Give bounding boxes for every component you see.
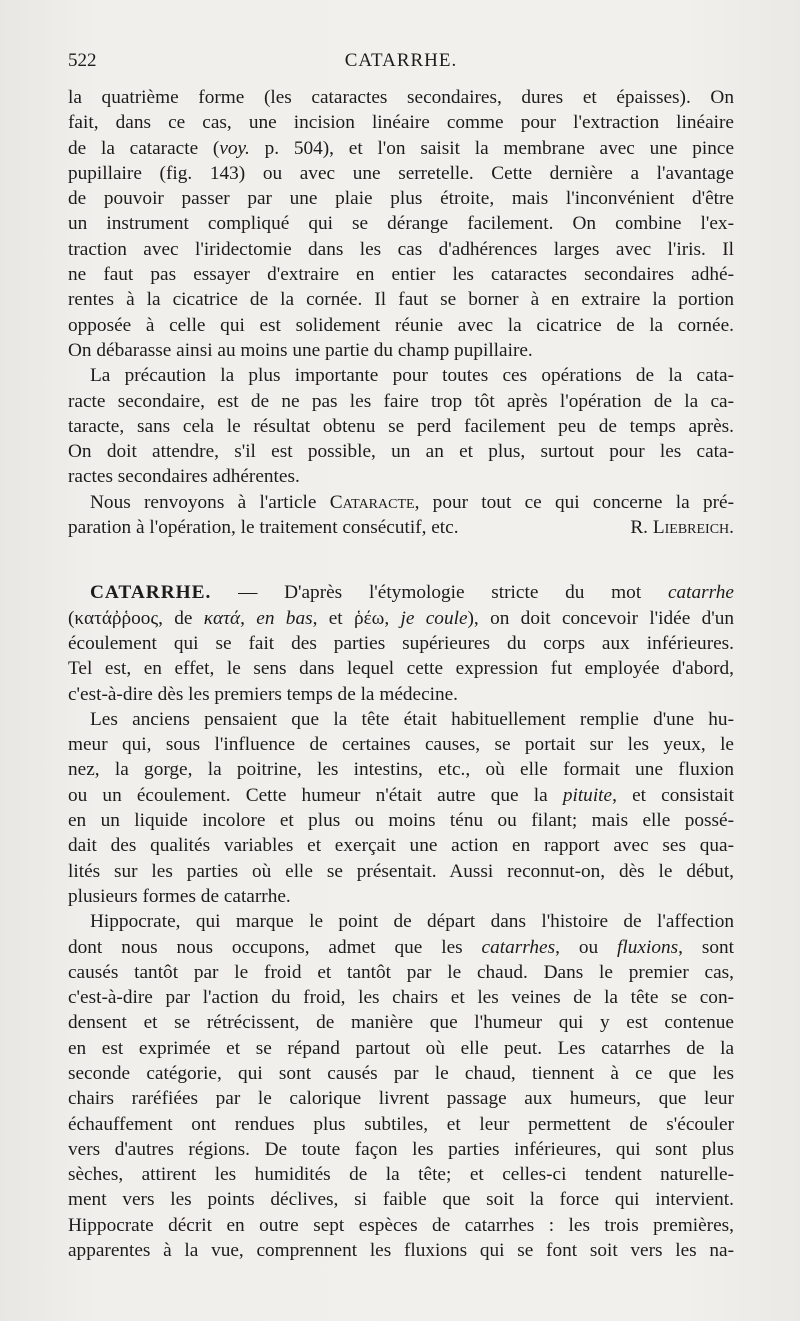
text-line: Hippocrate décrit en outre sept espèces de catarrhes : les trois premières,	[68, 1214, 734, 1236]
article-headword: CATARRHE.	[90, 582, 212, 604]
text-line: ou un écoulement. Cette humeur n'était autre que la pituite, et consistait	[68, 784, 734, 806]
paragraph-ancients	[68, 707, 734, 909]
text-line: traction avec l'iridectomie dans les cas d'adhérences larges avec l'iris. Il	[68, 238, 734, 260]
paragraph-etymology	[68, 580, 734, 706]
text-line: On doit attendre, s'il est possible, un an et plus, surtout pour les cata-	[68, 441, 734, 463]
text-line: Hippocrate, qui marque le point de départ dans l'histoire de l'affection	[90, 911, 734, 933]
paragraph-hippocrates	[68, 909, 734, 1263]
text-line: meur qui, sous l'influence de certaines causes, se portait sur les yeux, le	[68, 734, 734, 756]
author-signature: R. Liebreich.	[630, 517, 734, 539]
text-line: Tel est, en effet, le sens dans lequel cette expression fut employée d'abord,	[68, 658, 734, 680]
text-line: apparentes à la vue, comprennent les fluxions qui se font soit vers les na-	[68, 1240, 734, 1262]
text-line: plusieurs formes de catarrhe.	[68, 885, 291, 907]
text-line: On débarasse ainsi au moins une partie du champ pupillaire.	[68, 339, 533, 361]
cross-reference-cataracte: Cataracte	[329, 491, 415, 513]
text-line: densent et se rétrécissent, de manière que l'humeur qui y est contenue	[68, 1012, 734, 1034]
text-line: opposée à celle qui est solidement réunie avec la cicatrice de la cornée.	[68, 314, 734, 336]
text-line: c'est-à-dire par l'action du froid, les chairs et les veines de la tête se con-	[68, 987, 734, 1009]
running-title: CATARRHE.	[344, 50, 458, 71]
article-separator	[68, 540, 734, 580]
text-line: seconde catégorie, qui sont causés par le chaud, tiennent à ce que les	[68, 1062, 734, 1084]
text-line: sèches, attirent les humidités de la tête; et celles-ci tendent naturelle-	[68, 1164, 734, 1186]
page-header	[68, 50, 734, 74]
text-line: Nous renvoyons à l'article Cataracte, pour tout ce qui concerne la pré-	[90, 491, 734, 513]
text-line: CATARRHE. — D'après l'étymologie stricte du mot catarrhe	[90, 582, 734, 604]
text-line: de la cataracte (voy. p. 504), et l'on saisit la membrane avec une pince	[68, 137, 734, 159]
text-line: fait, dans ce cas, une incision linéaire comme pour l'extraction linéaire	[68, 112, 734, 134]
text-line: c'est-à-dire dès les premiers temps de la médecine.	[68, 683, 459, 705]
text-line: dont nous nous occupons, admet que les catarrhes, ou fluxions, sont	[68, 936, 734, 958]
text-line: lités sur les parties où elle se présentait. Aussi reconnut-on, dès le début,	[68, 860, 734, 882]
text-line: ment vers les points déclives, si faible que soit la force qui intervient.	[68, 1189, 734, 1211]
text-line: en est exprimée et se répand partout où elle peut. Les catarrhes de la	[68, 1037, 734, 1059]
text-line: taracte, sans cela le résultat obtenu se perd facilement peu de temps après.	[68, 415, 734, 437]
text-line: ne faut pas essayer d'extraire en entier les cataractes secondaires adhé-	[68, 264, 734, 286]
text-line: chairs raréfiées par le calorique livrent passage aux humeurs, que leur	[68, 1088, 734, 1110]
text-line: pupillaire (fig. 143) ou avec une serretelle. Cette dernière a l'avantage	[68, 162, 734, 184]
body-text	[68, 85, 734, 1263]
text-line: dait des qualités variables et exerçait une action en rapport avec ses qua-	[68, 835, 734, 857]
text-line: de pouvoir passer par une plaie plus étroite, mais l'inconvénient d'être	[68, 188, 734, 210]
text-line: rentes à la cicatrice de la cornée. Il faut se borner à en extraire la portion	[68, 289, 734, 311]
text-line: (κατάῤῥοος, de κατά, en bas, et ῥέω, je coule), on doit concevoir l'idée d'un	[68, 607, 734, 629]
text-line: la quatrième forme (les cataractes secondaires, dures et épaisses). On	[68, 87, 734, 108]
text-line: nez, la gorge, la poitrine, les intestins, etc., où elle formait une fluxion	[68, 759, 734, 781]
paragraph-precaution	[68, 363, 734, 489]
page-number: 522	[68, 50, 97, 71]
text-line: Les anciens pensaient que la tête était habituellement remplie d'une hu-	[90, 708, 734, 730]
text-line: causés tantôt par le froid et tantôt par le chaud. Dans le premier cas,	[68, 961, 734, 983]
text-line: ractes secondaires adhérentes.	[68, 466, 300, 488]
text-line: un instrument compliqué qui se dérange facilement. On combine l'ex-	[68, 213, 734, 235]
text-line: racte secondaire, est de ne pas les faire trop tôt après l'opération de la ca-	[68, 390, 734, 412]
text-line: en un liquide incolore et plus ou moins ténu ou filant; mais elle possé-	[68, 810, 734, 832]
paragraph-secondary-cataract-technique	[68, 85, 734, 363]
text-line: échauffement ont rendues plus subtiles, et leur permettent de s'écouler	[68, 1113, 734, 1135]
text-line: paration à l'opération, le traitement consécutif, etc. R. Liebreich.	[68, 515, 734, 540]
text-line: vers d'autres régions. De toute façon les parties inférieures, qui sont plus	[68, 1138, 734, 1160]
paragraph-cross-reference	[68, 490, 734, 541]
text-line: écoulement qui se fait des parties supérieures du corps aux inférieures.	[68, 632, 734, 654]
text-line: La précaution la plus importante pour toutes ces opérations de la cata-	[90, 365, 734, 387]
